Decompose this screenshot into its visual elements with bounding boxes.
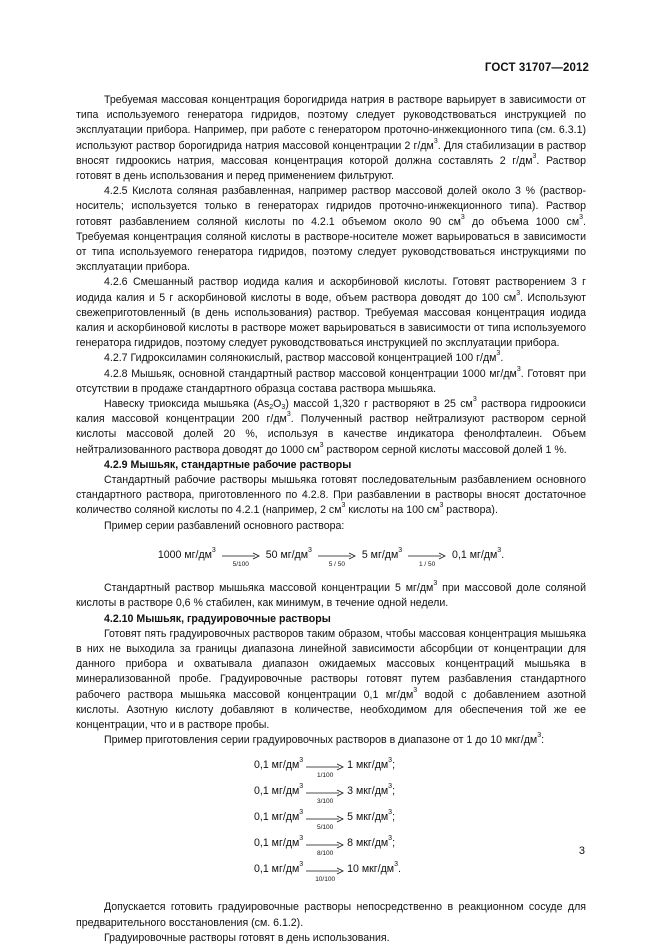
calibration-steps [254, 758, 586, 888]
calibration-step: 0,1 $мг/дм^3$ 10/100 10 мкг/$дм^3$. [254, 861, 401, 883]
arrow-icon: 8/100 [306, 839, 344, 849]
paragraph-reaction-vessel: Допускается готовить градуировочные растворы непосредственно в реакционном сосуде для предварительного восстановления (см. 6.1.2). [76, 901, 586, 929]
page-number: 3 [578, 845, 585, 857]
arrow-icon: 5/100 [306, 813, 344, 823]
paragraph-4-2-6: 4.2.6 Смешанный раствор иодида калия и аскорбиновой кислоты. Готовят растворением 3 г иодида калия и 5 г аскорбиновой кислоты в воде, объем раствора доводят до 100 $см^3$. Используют свежеприготовленный (в день использования) раствор. Требуемая массовая концентрация иодида калия и аскорбиновой кислоты в растворе может варьироваться в зависимости от типа используемого генератора гидридов, поэтому следует руководствоваться инструкцией по эксплуатации прибора. [76, 276, 586, 350]
calibration-step: 0,1 $мг/дм^3$ 1/100 1 мкг/$дм^3$; [254, 757, 396, 779]
calibration-step: 0,1 $мг/дм^3$ 5/100 5 мкг/$дм^3$; [254, 809, 396, 831]
body-text [76, 93, 586, 946]
paragraph-4-2-5: 4.2.5 Кислота соляная разбавленная, например раствор массовой долей около 3 % (раствор-носитель; используется только в генераторах гидридов проточно-инжекционного типа). Раствор готовят разбавлением соляной кислоты по 4.2.1 объемом около 90 $см^3$ до объема 1000 $см^3$. Требуемая концентрация соляной кислоты в растворе-носителе может варьироваться в зависимости от типа используемого генератора гидридов, поэтому следует руководствоваться инструкциями по эксплуатации прибора. [76, 185, 586, 274]
calibration-step: 0,1 $мг/дм^3$ 3/100 3 мкг/$дм^3$; [254, 783, 396, 805]
paragraph-calibration: Готовят пять градуировочных растворов таким образом, чтобы массовая концентрация мышьяка в них не выходила за границы диапазона линейной зависимости абсорбции от концентрации для данного прибора и охватывала диапазон ожидаемых массовых концентраций мышьяка в минерализованной пробе. Градуировочные растворы готовят путем разбавления стандартного рабочего раствора мышьяка массовой концентрации 0,1 $мг/дм^3$ водой с добавлением азотной кислоты. Азотную кислоту добавляют в количестве, необходимом для обеспечения той же ее концентрации, что и в растворе пробы. [76, 627, 586, 731]
paragraph-calibration-example: Пример приготовления серии градуировочных растворов в диапазоне от 1 до 10 мкг/$дм^3$: [104, 732, 545, 747]
heading-4-2-9: 4.2.9 Мышьяк, стандартные рабочие растворы [104, 458, 352, 471]
paragraph-4-2-8: 4.2.8 Мышьяк, основной стандартный раствор массовой концентрации 1000 $мг/дм^3$. Готовят при отсутствии в продаже стандартного образца состава раствора мышьяка. [76, 365, 586, 395]
paragraph-borohydride: Требуемая массовая концентрация борогидрида натрия в растворе варьирует в зависимости от типа используемого генератора гидридов, поэтому следует руководствоваться инструкцией по эксплуатации прибора. Например, при работе с генератором проточно-инжекционного типа (см. 6.3.1) используют раствор борогидрида натрия массовой концентрации 2 $г/дм^3$. Для стабилизации в раствор вносят гидроокись натрия, массовая концентрация которой должна составлять 2 $г/дм^3$. Раствор готовят в день использования и перед применением фильтруют. [76, 94, 586, 183]
arrow-icon: 1 / 50 [408, 550, 446, 560]
standard-header: ГОСТ 31707—2012 [484, 62, 589, 74]
arrow-icon: 10/100 [306, 865, 344, 875]
arrow-icon: 5/100 [222, 550, 260, 560]
calibration-step: 0,1 $мг/дм^3$ 8/100 8 мкг/$дм^3$; [254, 835, 396, 857]
paragraph-4-2-7: 4.2.7 Гидроксиламин солянокислый, раствор массовой концентрацией 100 $г/дм^3$. [104, 350, 504, 365]
arrow-icon: 5 / 50 [318, 550, 356, 560]
paragraph-same-day: Градуировочные растворы готовят в день использования. [104, 931, 390, 944]
paragraph-arsenic-trioxide: Навеску триоксида мышьяка (As2O3) массой 1,320 г растворяют в 25 $см^3$ раствора гидроокиси калия массовой концентрации 200 $г/дм^3$. Полученный раствор нейтрализуют раствором серной кислоты массовой долей 20 %, используя в качестве индикатора фенолфталеин. Объем нейтрализованного раствора доводят до 1000 $см^3$ раствором серной кислоты массовой долей 1 %. [76, 396, 586, 456]
paragraph-stability: Стандартный раствор мышьяка массовой концентрации 5 $мг/дм^3$ при массовой доле соляной кислоты в растворе 0,6 % стабилен, как минимум, в течение одной недели. [76, 580, 586, 610]
paragraph-dilution-example: Пример серии разбавлений основного раствора: [104, 519, 345, 532]
dilution-series: 1000 $мг/дм^3$ 5/100 50 $мг/дм^3$ 5 / 50 5 $мг/дм^3$ 1 / 50 0,1 $мг/дм^3$. [157, 546, 505, 569]
arrow-icon: 3/100 [306, 787, 344, 797]
paragraph-working-solutions: Стандартный рабочие растворы мышьяка готовят последовательным разбавлением основного стандартного раствора, приготовленного по 4.2.8. При разбавлении в растворы вносят достаточное количество соляной кислоты по 4.2.1 (например, 2 $см^3$ кислоты на 100 $см^3$ раствора). [76, 474, 586, 517]
arrow-icon: 1/100 [306, 761, 344, 771]
heading-4-2-10: 4.2.10 Мышьяк, градуировочные растворы [104, 612, 331, 625]
